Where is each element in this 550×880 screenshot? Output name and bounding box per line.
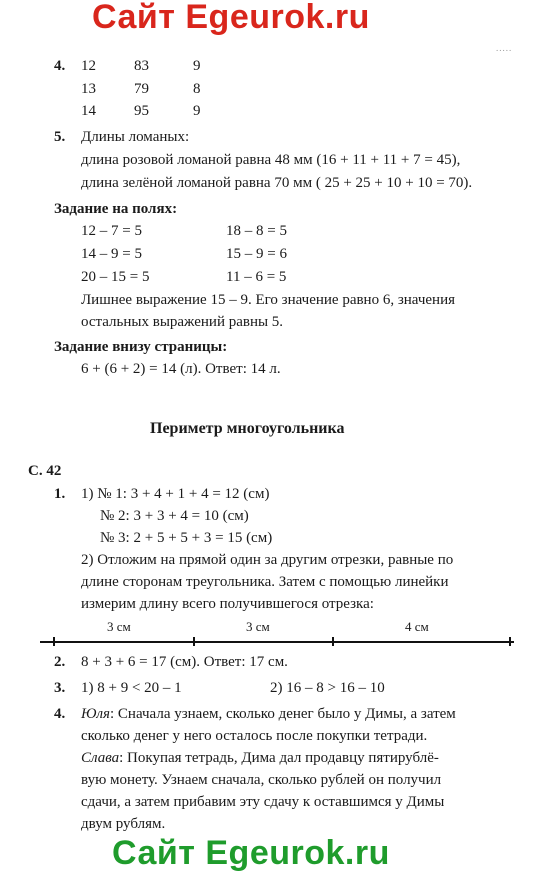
page-label: С. 42 [28,463,62,479]
task-2-number: 2. [54,654,66,670]
task-3-part-b: 2) 16 – 8 > 16 – 10 [270,680,385,696]
task-4-top-number: 4. [54,58,66,74]
task-1-number: 1. [54,486,66,502]
expression: 12 – 7 = 5 [81,223,142,239]
task-5-line: Длины ломаных: [81,129,190,145]
task-1-line: измерим длину всего получившегося отрезка: [81,596,374,612]
task-4-line: вую монету. Узнаем сначала, сколько рублей он получил [81,772,442,788]
margins-task-line: Лишнее выражение 15 – 9. Его значение равно 6, значения [81,292,455,308]
task-4-line: двум рублям. [81,816,166,832]
margins-task-line: остальных выражений равны 5. [81,314,284,330]
speaker-name: Слава [81,750,120,766]
task-3-part-a: 1) 8 + 9 < 20 – 1 [81,680,182,696]
task-2-line: 8 + 3 + 6 = 17 (см). Ответ: 17 см. [81,654,288,670]
margins-task-heading: Задание на полях: [54,201,178,217]
table-cell: 79 [134,81,149,97]
table-cell: 83 [134,58,149,74]
watermark-top: Сайт Egeurok.ru [92,0,370,36]
task-1-line: № 3: 2 + 5 + 5 + 3 = 15 (см) [100,530,273,546]
speaker-text: : Сначала узнаем, сколько денег было у Димы, а затем [110,706,456,722]
table-cell: 9 [193,58,201,74]
expression: 18 – 8 = 5 [226,223,287,239]
table-cell: 95 [134,103,149,119]
watermark-bottom: Сайт Egeurok.ru [112,834,390,872]
task-5-number: 5. [54,129,66,145]
expression: 14 – 9 = 5 [81,246,142,262]
scan-dots: ..... [496,43,513,53]
segment-tick [509,637,511,646]
task-4-line [81,706,456,723]
task-4-number: 4. [54,706,66,722]
expression: 20 – 15 = 5 [81,269,150,285]
segment-label: 3 см [246,619,270,634]
task-1-line: № 2: 3 + 3 + 4 = 10 (см) [100,508,249,524]
segment-label: 3 см [107,619,131,634]
task-5-line: длина зелёной ломаной равна 70 мм ( 25 + 25 + 10 + 10 = 70). [81,175,473,191]
table-cell: 8 [193,81,201,97]
task-3-number: 3. [54,680,66,696]
task-1-line: длине сторонам треугольника. Затем с помощью линейки [81,574,449,590]
table-cell: 9 [193,103,201,119]
task-4-line [81,750,439,767]
segment-tick [193,637,195,646]
task-1-line: 2) Отложим на прямой один за другим отрезки, равные по [81,552,454,568]
segment-label: 4 см [405,619,429,634]
speaker-name: Юля [81,706,110,722]
task-4-line: сдачи, а затем прибавим эту сдачу к оставшимся у Димы [81,794,445,810]
bottom-task-line: 6 + (6 + 2) = 14 (л). Ответ: 14 л. [81,361,281,377]
segment-tick [332,637,334,646]
table-cell: 14 [81,103,96,119]
expression: 11 – 6 = 5 [226,269,287,285]
expression: 15 – 9 = 6 [226,246,287,262]
table-cell: 12 [81,58,96,74]
task-5-line: длина розовой ломаной равна 48 мм (16 + 11 + 11 + 7 = 45), [81,152,461,168]
table-cell: 13 [81,81,96,97]
task-1-line: 1) № 1: 3 + 4 + 1 + 4 = 12 (см) [81,486,270,502]
section-title: Периметр многоугольника [150,420,345,437]
task-4-line: сколько денег у него осталось после покупки тетради. [81,728,428,744]
speaker-text: : Покупая тетрадь, Дима дал продавцу пятирублё- [119,750,439,766]
bottom-task-heading: Задание внизу страницы: [54,339,228,355]
segment-tick [53,637,55,646]
number-line [40,641,514,643]
